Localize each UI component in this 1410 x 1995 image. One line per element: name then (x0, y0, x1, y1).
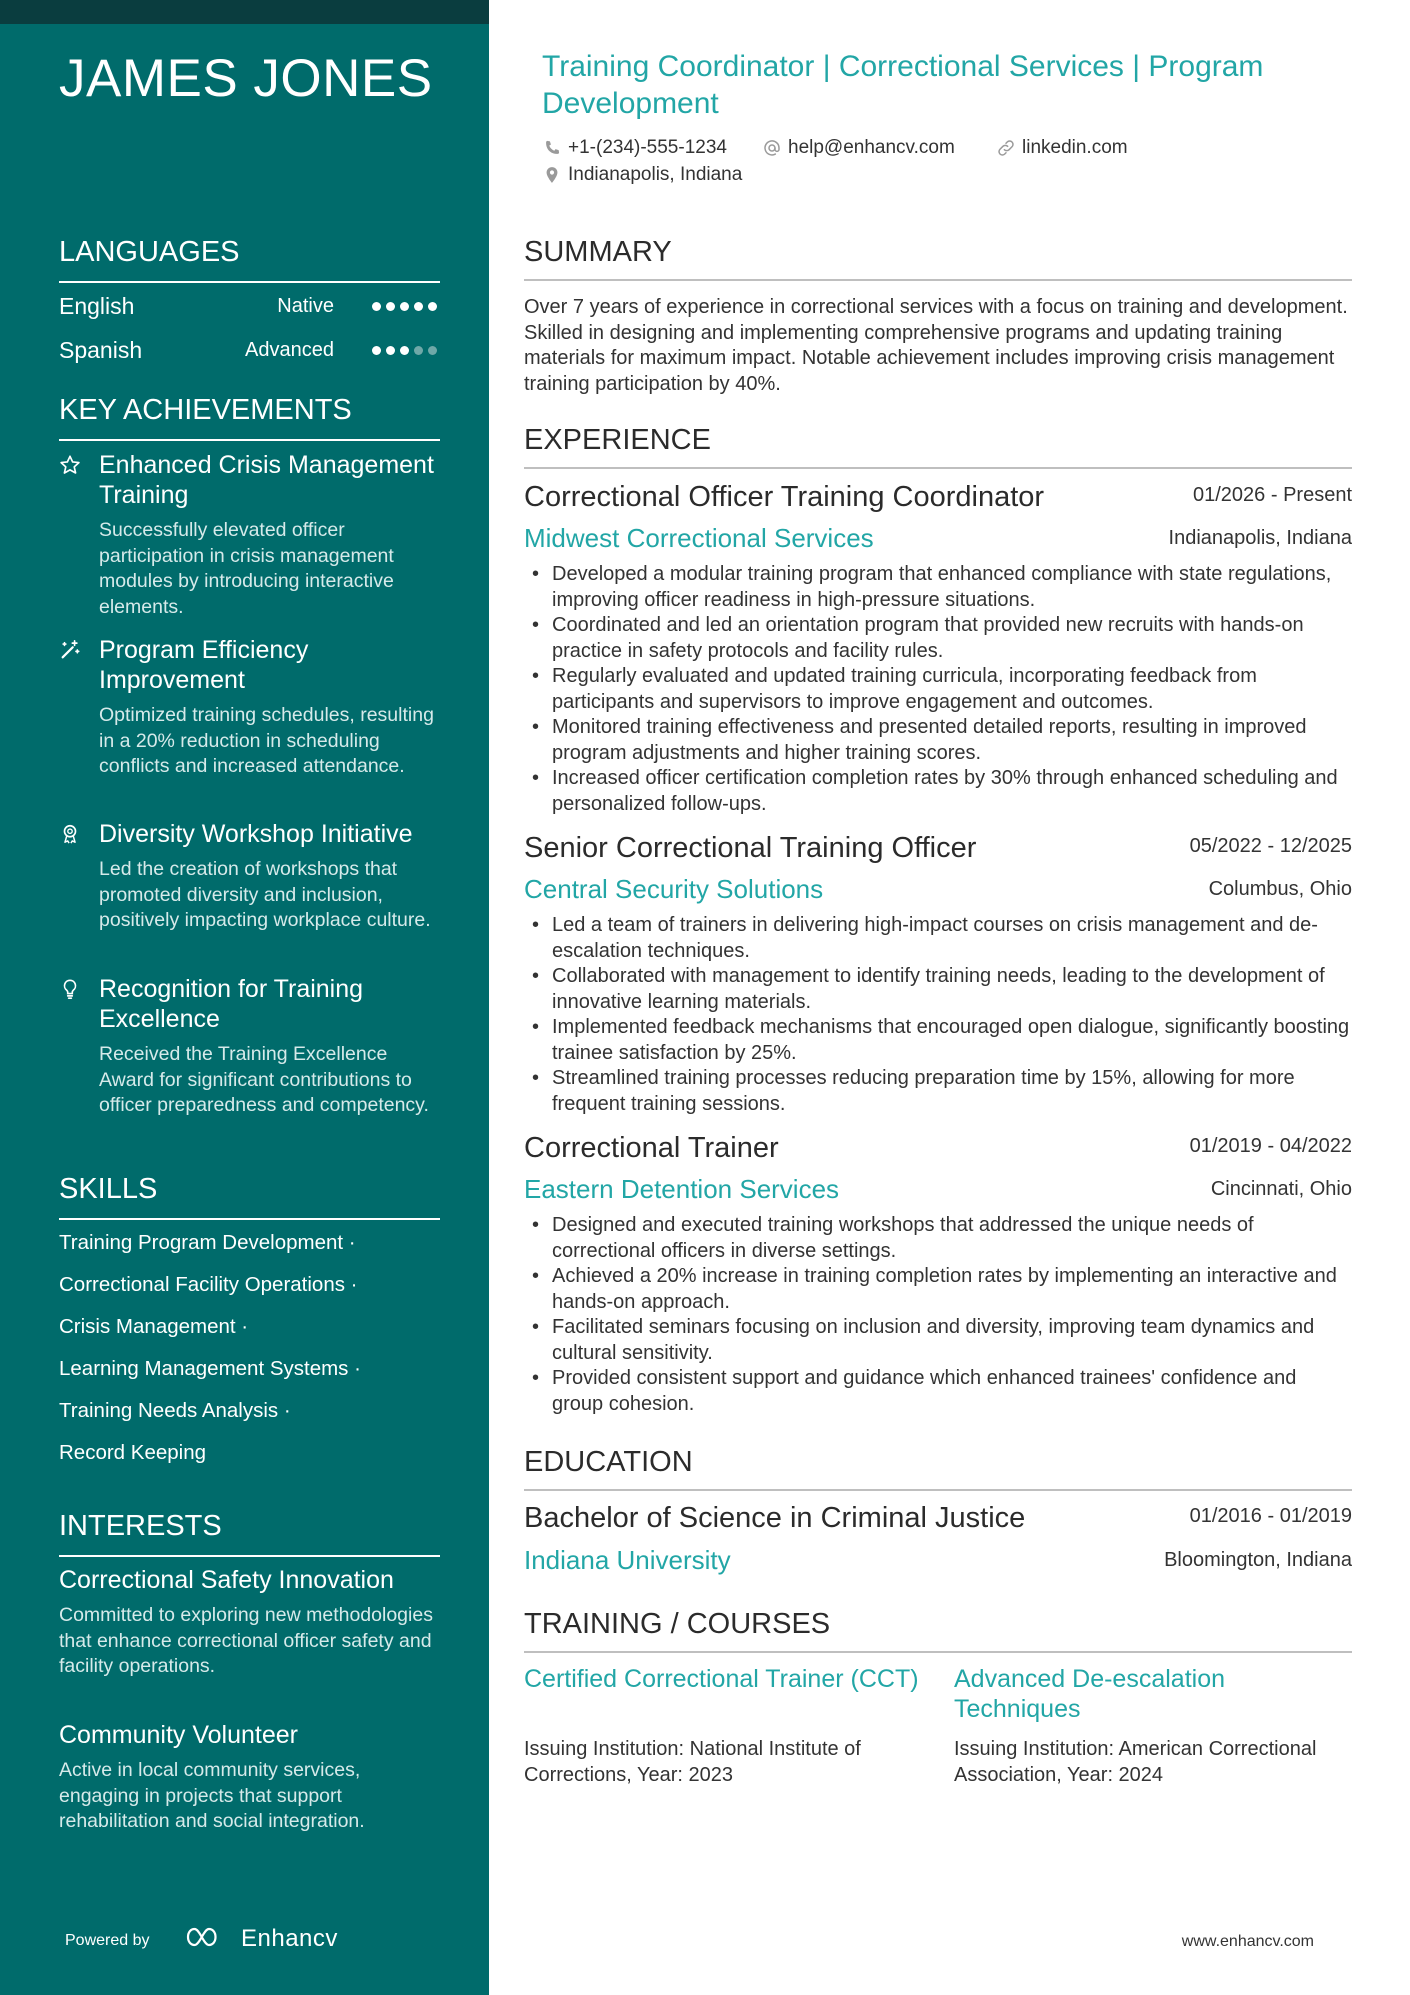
achievement-description: Optimized training schedules, resulting in a 20% reduction in scheduling conflicts and increased attendance. (99, 704, 434, 777)
job-bullet: • Regularly evaluated and updated training curricula, incorporating feedback from participants and supervisors to improve engagement and outcomes. (524, 664, 1352, 715)
location-pin-icon (542, 165, 562, 185)
course-title: Advanced De-escalation Techniques (954, 1665, 1225, 1723)
magic-wand-icon (59, 639, 81, 661)
summary-text: Over 7 years of experience in correctional services with a focus on training and development. Skilled in designing and implementing comprehensive programs and updating training materials for maximum impact. Notable achievement includes improving crisis management training participation by 40%. (524, 296, 1348, 395)
school-name: Indiana University (524, 1545, 731, 1575)
course-description: Issuing Institution: American Correctional Association, Year: 2024 (954, 1738, 1317, 1786)
job-bullet: • Designed and executed training workshops that addressed the unique needs of correctional officers in diverse settings. (524, 1213, 1352, 1264)
rating-dot-empty (414, 346, 423, 355)
rating-dot-filled (400, 302, 409, 311)
phone-icon (542, 138, 562, 158)
key-achievements-heading: KEY ACHIEVEMENTS (59, 394, 440, 441)
rating-dot-filled (372, 302, 381, 311)
rating-dot-filled (386, 302, 395, 311)
language-level: Native (277, 295, 334, 317)
job-company: Midwest Correctional Services (524, 523, 874, 553)
star-icon (59, 454, 81, 476)
language-name: English (59, 293, 135, 319)
achievement-description: Led the creation of workshops that promoted diversity and inclusion, positively impacting workplace culture. (99, 858, 431, 931)
job-date: 05/2022 - 12/2025 (1189, 835, 1352, 857)
education-date: 01/2016 - 01/2019 (1189, 1505, 1352, 1527)
enhancv-brand[interactable]: Enhancv (241, 1925, 338, 1952)
interest-title: Community Volunteer (59, 1721, 299, 1749)
job-bullet: • Monitored training effectiveness and presented detailed reports, resulting in improved program adjustments and higher training scores. (524, 715, 1352, 766)
sidebar-top-bar (0, 0, 489, 24)
rating-dot-filled (414, 302, 423, 311)
sidebar (0, 0, 489, 1995)
job-location: Columbus, Ohio (1208, 878, 1352, 900)
enhancv-logo-icon (185, 1925, 225, 1949)
job-bullet: • Increased officer certification completion rates by 30% through enhanced scheduling and personalized follow-ups. (524, 766, 1352, 817)
interests-heading: INTERESTS (59, 1510, 440, 1557)
interest-title: Correctional Safety Innovation (59, 1566, 394, 1594)
language-level: Advanced (245, 339, 334, 361)
job-date: 01/2019 - 04/2022 (1189, 1135, 1352, 1157)
headline: Training Coordinator | Correctional Services | Program Development (542, 50, 1264, 120)
phone-text: +1-(234)-555-1234 (568, 137, 727, 158)
training-heading: TRAINING / COURSES (524, 1608, 1352, 1653)
contact-linkedin[interactable] (996, 137, 1128, 159)
rating-dot-empty (428, 346, 437, 355)
job-bullet: • Facilitated seminars focusing on inclusion and diversity, improving team dynamics and cultural sensitivity. (524, 1315, 1352, 1366)
skill-item: Correctional Facility Operations · (59, 1273, 358, 1296)
job-bullet: • Collaborated with management to identify training needs, leading to the development of innovative learning materials. (524, 964, 1352, 1015)
job-bullet: • Developed a modular training program that enhanced compliance with state regulations, improving officer readiness in high-pressure situations. (524, 562, 1352, 613)
language-rating (372, 346, 437, 355)
contact-phone[interactable] (542, 137, 727, 159)
language-row (59, 337, 440, 367)
job-location: Cincinnati, Ohio (1210, 1178, 1352, 1200)
job-title: Correctional Trainer (524, 1132, 779, 1164)
lightbulb-icon (59, 978, 81, 1000)
job-bullet: • Implemented feedback mechanisms that encouraged open dialogue, significantly boosting trainee satisfaction by 25%. (524, 1015, 1352, 1066)
rating-dot-filled (386, 346, 395, 355)
job-date: 01/2026 - Present (1193, 484, 1352, 506)
language-name: Spanish (59, 337, 143, 363)
skills-heading: SKILLS (59, 1173, 440, 1220)
job-bullet: • Streamlined training processes reducing preparation time by 15%, allowing for more frequent training sessions. (524, 1066, 1352, 1117)
rating-dot-filled (372, 346, 381, 355)
job-bullets (524, 913, 1352, 1117)
achievement-description: Received the Training Excellence Award for significant contributions to officer preparedness and competency. (99, 1043, 429, 1116)
location-text: Indianapolis, Indiana (568, 164, 743, 185)
skill-item: Training Program Development · (59, 1231, 356, 1254)
course-description: Issuing Institution: National Institute of Corrections, Year: 2023 (524, 1738, 861, 1786)
job-bullets (524, 1213, 1352, 1417)
language-row (59, 293, 440, 323)
job-bullets (524, 562, 1352, 817)
skill-item: Training Needs Analysis · (59, 1399, 291, 1422)
job-company: Central Security Solutions (524, 874, 824, 904)
languages-heading: LANGUAGES (59, 236, 440, 283)
linkedin-text: linkedin.com (1022, 137, 1128, 158)
rating-dot-filled (400, 346, 409, 355)
job-company: Eastern Detention Services (524, 1174, 840, 1204)
at-sign-icon (762, 138, 782, 158)
job-bullet: • Provided consistent support and guidance which enhanced trainees' confidence and group cohesion. (524, 1366, 1352, 1417)
skill-item: Record Keeping (59, 1441, 207, 1464)
job-bullet: • Led a team of trainers in delivering high-impact courses on crisis management and de-escalation techniques. (524, 913, 1352, 964)
experience-heading: EXPERIENCE (524, 424, 1352, 469)
achievement-title: Program Efficiency Improvement (99, 636, 309, 694)
skill-item: Crisis Management · (59, 1315, 249, 1338)
summary-heading: SUMMARY (524, 236, 1352, 281)
interest-description: Active in local community services, engaging in projects that support rehabilitation and social integration. (59, 1759, 365, 1832)
email-text: help@enhancv.com (788, 137, 955, 158)
skill-item: Learning Management Systems · (59, 1357, 361, 1380)
contact-location (542, 164, 742, 186)
award-ribbon-icon (59, 823, 81, 845)
job-bullet: • Achieved a 20% increase in training completion rates by implementing an interactive and hands-on approach. (524, 1264, 1352, 1315)
interest-description: Committed to exploring new methodologies that enhance correctional officer safety and facility operations. (59, 1604, 433, 1677)
job-bullet: • Coordinated and led an orientation program that provided new recruits with hands-on practice in safety protocols and facility rules. (524, 613, 1352, 664)
footer-website-link[interactable]: www.enhancv.com (1181, 1933, 1314, 1950)
job-title: Correctional Officer Training Coordinator (524, 481, 1045, 513)
job-location: Indianapolis, Indiana (1168, 527, 1352, 549)
job-title: Senior Correctional Training Officer (524, 832, 977, 864)
education-heading: EDUCATION (524, 1446, 1352, 1491)
achievement-title: Enhanced Crisis Management Training (99, 451, 434, 509)
achievement-description: Successfully elevated officer participation in crisis management modules by introducing interactive elements. (99, 519, 394, 618)
school-location: Bloomington, Indiana (1164, 1549, 1352, 1571)
powered-by-label: Powered by (65, 1932, 150, 1949)
rating-dot-filled (428, 302, 437, 311)
contact-email[interactable] (762, 137, 955, 159)
link-icon (996, 138, 1016, 158)
degree-title: Bachelor of Science in Criminal Justice (524, 1502, 1026, 1534)
course-title: Certified Correctional Trainer (CCT) (524, 1665, 919, 1693)
achievement-title: Diversity Workshop Initiative (99, 820, 413, 848)
candidate-name: JAMES JONES (59, 49, 433, 108)
language-rating (372, 302, 437, 311)
achievement-title: Recognition for Training Excellence (99, 975, 364, 1033)
